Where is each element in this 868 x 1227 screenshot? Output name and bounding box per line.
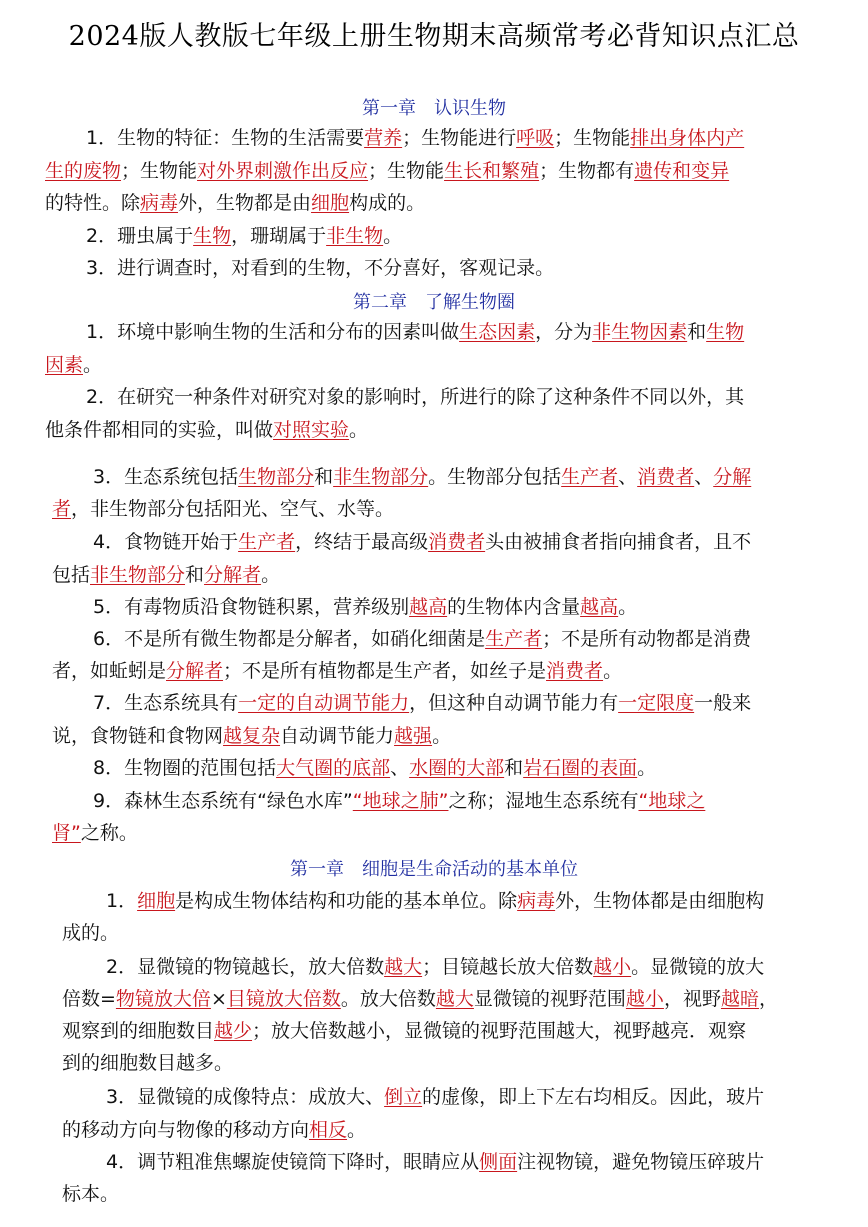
text-line (62, 917, 119, 949)
keyword: 越小 (625, 988, 664, 1010)
text-line (93, 752, 656, 784)
text-segment: 。 (383, 225, 403, 247)
text-line (106, 885, 764, 917)
keyword: 对照实验 (273, 419, 350, 441)
keyword: 越暗 (720, 988, 759, 1010)
text-line (62, 1178, 119, 1210)
text-segment: 成的。 (62, 922, 120, 944)
text-segment: 外，生物体都是由细胞构 (555, 890, 765, 912)
text-line (93, 461, 751, 493)
text-segment: 和 (687, 321, 707, 343)
text-line (106, 1146, 764, 1178)
text-segment: ；生物能 (554, 127, 631, 149)
text-segment: 之称；湿地生态系统有 (448, 790, 639, 812)
keyword: 相反 (309, 1119, 348, 1141)
text-line (93, 526, 751, 558)
page-title: 2024版人教版七年级上册生物期末高频常考必背知识点汇总 (68, 21, 800, 52)
keyword: 倒立 (384, 1086, 423, 1108)
keyword: 生产者 (485, 628, 543, 650)
keyword: 病毒 (517, 890, 556, 912)
text-segment: 4．食物链开始于 (93, 531, 239, 553)
text-segment: 显微镜的视野范围 (473, 988, 626, 1010)
text-line (86, 381, 744, 413)
keyword: 呼吸 (516, 127, 555, 149)
text-segment: 。放大倍数 (340, 988, 436, 1010)
text-segment: 8．生物圈的范围包括 (93, 757, 277, 779)
keyword: 病毒 (140, 192, 179, 214)
text-segment: ；不是所有动物都是消费 (542, 628, 752, 650)
text-line (52, 559, 280, 591)
text-line (45, 155, 729, 187)
text-segment: 标本。 (62, 1183, 120, 1205)
text-line (93, 785, 705, 817)
text-segment: 5．有毒物质沿食物链积累，营养级别 (93, 596, 410, 618)
keyword: 非生物因素 (592, 321, 688, 343)
keyword: 因素 (45, 354, 84, 376)
keyword: 越高 (409, 596, 448, 618)
text-segment: 。 (261, 564, 281, 586)
text-segment: 。显微镜的放大 (631, 956, 765, 978)
text-segment: 1．环境中影响生物的生活和分布的因素叫做 (86, 321, 460, 343)
text-segment: 、 (390, 757, 410, 779)
keyword: 越高 (580, 596, 619, 618)
keyword: 一定限度 (618, 692, 695, 714)
keyword: 非生物部分 (90, 564, 186, 586)
keyword: 生长和繁殖 (444, 160, 540, 182)
text-segment: 。 (83, 354, 103, 376)
keyword: 越强 (394, 725, 433, 747)
text-segment: 6．不是所有微生物都是分解者，如硝化细菌是 (93, 628, 486, 650)
keyword: 越复杂 (223, 725, 281, 747)
text-segment: ，分为 (535, 321, 593, 343)
text-segment: 注视物镜，避免物镜压碎玻片 (517, 1151, 765, 1173)
text-segment: ；生物能进行 (402, 127, 517, 149)
text-segment: 2．显微镜的物镜越长，放大倍数 (106, 956, 385, 978)
keyword: 大气圈的底部 (276, 757, 391, 779)
keyword: 生产者 (238, 531, 296, 553)
keyword: “地球之 (638, 790, 706, 812)
keyword: 非生物部分 (333, 466, 429, 488)
text-segment: 3．进行调查时，对看到的生物，不分喜好，客观记录。 (86, 257, 555, 279)
text-segment: 3．生态系统包括 (93, 466, 239, 488)
text-line (52, 493, 394, 525)
text-segment: 1．生物的特征：生物的生活需要 (86, 127, 365, 149)
text-segment: 。生物部分包括 (428, 466, 562, 488)
keyword: 消费者 (637, 466, 695, 488)
text-segment: ；生物都有 (539, 160, 635, 182)
keyword: 分解者 (204, 564, 262, 586)
text-segment: 和 (504, 757, 524, 779)
text-line (106, 951, 764, 983)
text-line (62, 1015, 746, 1047)
text-segment: 构成的。 (349, 192, 426, 214)
keyword: 细胞 (311, 192, 350, 214)
text-segment: ；生物能 (121, 160, 198, 182)
text-segment: 3．显微镜的成像特点：成放大、 (106, 1086, 385, 1108)
keyword: 分解 (713, 466, 752, 488)
keyword: 分解者 (166, 660, 224, 682)
text-segment: 4．调节粗准焦螺旋使镜筒下降时，眼睛应从 (106, 1151, 480, 1173)
chapter-heading: 第一章 认识生物 (362, 98, 506, 119)
text-segment: 7．生态系统具有 (93, 692, 239, 714)
text-segment: 。 (349, 419, 369, 441)
keyword: 岩石圈的表面 (523, 757, 638, 779)
keyword: 越小 (593, 956, 632, 978)
text-segment: ， (758, 988, 778, 1010)
text-line (86, 252, 554, 284)
text-segment: 的生物体内含量 (447, 596, 581, 618)
text-segment: 观察到的细胞数目 (62, 1020, 215, 1042)
text-segment: 、 (694, 466, 714, 488)
text-line (86, 220, 402, 252)
text-segment: ；不是所有植物都是生产者，如丝子是 (223, 660, 547, 682)
keyword: 一定的自动调节能力 (238, 692, 410, 714)
text-segment: 自动调节能力 (280, 725, 395, 747)
text-segment: ，非生物部分包括阳光、空气、水等。 (71, 498, 395, 520)
text-segment: 者，如蚯蚓是 (52, 660, 167, 682)
text-segment: ；放大倍数越小，显微镜的视野范围越大，视野越亮．观察 (252, 1020, 747, 1042)
text-segment: 。 (432, 725, 452, 747)
keyword: 排出身体内产 (630, 127, 745, 149)
text-segment: 。 (347, 1119, 367, 1141)
text-segment: 他条件都相同的实验，叫做 (45, 419, 274, 441)
keyword: 生的废物 (45, 160, 122, 182)
text-line (62, 983, 778, 1015)
chapter-heading: 第二章 了解生物圈 (353, 292, 515, 313)
text-segment: 。 (603, 660, 623, 682)
text-line (86, 316, 744, 348)
keyword: 物镜放大倍 (115, 988, 211, 1010)
keyword: 遗传和变异 (634, 160, 730, 182)
text-segment: 的特性。除 (45, 192, 141, 214)
text-segment: 包括 (52, 564, 91, 586)
text-segment: 和 (185, 564, 205, 586)
text-line (93, 623, 751, 655)
text-segment: × (210, 988, 227, 1010)
keyword: 生物 (706, 321, 745, 343)
text-segment: 1． (106, 890, 138, 912)
text-line (45, 349, 102, 381)
keyword: 营养 (364, 127, 403, 149)
text-line (62, 1047, 233, 1079)
text-segment: 2．在研究一种条件对研究对象的影响时，所进行的除了这种条件不同以外，其 (86, 386, 745, 408)
text-segment: 到的细胞数目越多。 (62, 1052, 234, 1074)
text-segment: ，视野 (663, 988, 721, 1010)
text-line (93, 687, 751, 719)
text-segment: 、 (618, 466, 638, 488)
text-segment: ；目镜越长放大倍数 (422, 956, 594, 978)
keyword: 目镜放大倍数 (226, 988, 341, 1010)
keyword: 消费者 (546, 660, 604, 682)
keyword: 者 (52, 498, 72, 520)
keyword: 非生物 (326, 225, 384, 247)
keyword: 越大 (384, 956, 423, 978)
text-segment: 和 (314, 466, 334, 488)
text-line (52, 817, 138, 849)
keyword: 水圈的大部 (409, 757, 505, 779)
keyword: 对外界刺激作出反应 (197, 160, 369, 182)
text-segment: 9．森林生态系统有“绿色水库” (93, 790, 353, 812)
keyword: 肾” (52, 822, 81, 844)
keyword: 生物部分 (238, 466, 315, 488)
keyword: “地球之肺” (352, 790, 449, 812)
text-line (86, 122, 744, 154)
text-line (45, 414, 368, 446)
text-line (93, 591, 637, 623)
text-segment: 外，生物都是由 (178, 192, 312, 214)
keyword: 消费者 (428, 531, 486, 553)
keyword: 越大 (435, 988, 474, 1010)
text-segment: 之称。 (80, 822, 138, 844)
text-line (52, 720, 451, 752)
text-segment: 。 (618, 596, 638, 618)
keyword: 生产者 (561, 466, 619, 488)
keyword: 细胞 (137, 890, 176, 912)
text-segment: 倍数= (62, 988, 116, 1010)
text-segment: ，终结于最高级 (295, 531, 429, 553)
text-segment: 的虚像，即上下左右均相反。因此，玻片 (422, 1086, 765, 1108)
text-segment: 的移动方向与物像的移动方向 (62, 1119, 310, 1141)
text-segment: ；生物能 (368, 160, 445, 182)
text-segment: 一般来 (694, 692, 752, 714)
text-segment: ，珊瑚属于 (231, 225, 327, 247)
text-segment: 2．珊虫属于 (86, 225, 194, 247)
text-line (52, 655, 622, 687)
text-segment: ，但这种自动调节能力有 (409, 692, 619, 714)
text-segment: 头由被捕食者指向捕食者，且不 (485, 531, 752, 553)
text-segment: 。 (637, 757, 657, 779)
keyword: 越少 (214, 1020, 253, 1042)
keyword: 生物 (193, 225, 232, 247)
text-line (62, 1114, 366, 1146)
text-segment: 是构成生物体结构和功能的基本单位。除 (175, 890, 518, 912)
text-segment: 说，食物链和食物网 (52, 725, 224, 747)
chapter-heading: 第一章 细胞是生命活动的基本单位 (290, 859, 578, 880)
keyword: 生态因素 (459, 321, 536, 343)
keyword: 侧面 (479, 1151, 518, 1173)
text-line (45, 187, 425, 219)
text-line (106, 1081, 764, 1113)
